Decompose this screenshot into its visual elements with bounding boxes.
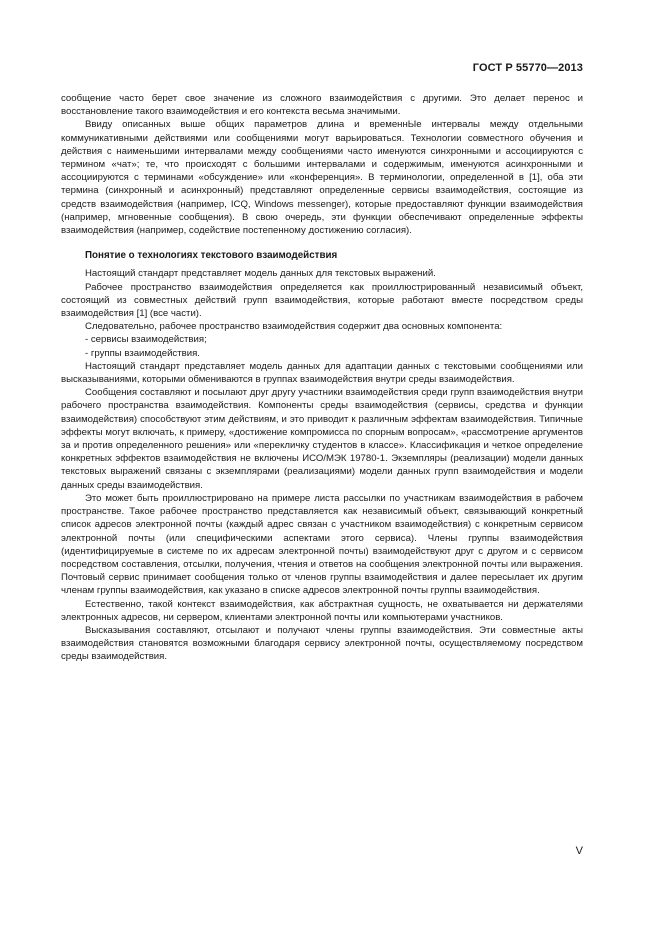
document-id-header: ГОСТ Р 55770—2013 — [472, 62, 583, 74]
paragraph: Высказывания составляют, отсылают и получают члены группы взаимодействия. Эти совместные акты взаимодействия становятся возможными благодаря сервису электронной почты, осуществляемому посредством среды взаимодействия. — [61, 624, 583, 663]
paragraph: Настоящий стандарт представляет модель данных для текстовых выражений. — [85, 268, 436, 280]
paragraph: Сообщения составляют и посылают друг другу участники взаимодействия среди групп взаимодействия внутри рабочего пространства взаимодействия. Компоненты среды взаимодействия (сервисы, средства и функции взаимодействия) способствуют этим действиям, и это приводит к различным эффектам взаимодействия. Типичные эффекты могут включать, к примеру, «достижение компромисса по спорным вопросам», «рассмотрение аргументов за и против определенного решения» или «перекличку студентов в классе». Классификация и четкое определение конкретных эффектов взаимодействия не включены ИСО/МЭК 19780-1. Экземпляры (реализации) модели данных текстовых выражений связаны с экземплярами (реализациями) модели данных групп взаимодействия и модели данных среды взаимодействия. — [61, 387, 583, 491]
paragraph: Ввиду описанных выше общих параметров длина и временнЫе интервалы между отдельными коммуникативными действиями или сообщениями могут варьироваться. Технологии совместного обучения и действия с наименьшими интервалами между сообщениями часто именуются синхронными и ассоциируются с термином «чат»; те, что происходят с большими интервалами и содержимым, именуются асинхронными и ассоциируются с терминами «обсуждение» или «конференция». В терминологии, определенной в [1], оба эти термина (синхронный и асинхронный) представляют определенные сервисы взаимодействия, состоящие из средств взаимодействия (например, ICQ, Windows messenger), которые предоставляют функции взаимодействия (например, мгновенные сообщения). В свою очередь, эти функции обеспечивают определенные эффекты взаимодействия (например, содействие постепенному достижению согласия). — [61, 119, 583, 237]
list-item: - сервисы взаимодействия; — [85, 334, 207, 346]
paragraph: Следовательно, рабочее пространство взаимодействия содержит два основных компонента: — [85, 321, 503, 333]
paragraph: Настоящий стандарт представляет модель данных для адаптации данных с текстовыми сообщениями или высказываниями, которыми обмениваются в группах взаимодействия внутри среды взаимодействия. — [61, 360, 583, 386]
section-heading: Понятие о технологиях текстового взаимодействия — [85, 250, 338, 262]
document-body — [61, 92, 583, 664]
paragraph: Рабочее пространство взаимодействия определяется как проиллюстрированный независимый объект, состоящий из совместных действий групп взаимодействия, которые работают вместе посредством среды взаимодействия [1] (все части). — [61, 281, 583, 320]
paragraph: Это может быть проиллюстрировано на примере листа рассылки по участникам взаимодействия в рабочем пространстве. Такое рабочее пространство представляется как независимый объект, связывающий конкретный список адресов электронной почты (каждый адрес связан с участником взаимодействия) с конкретным сервисом электронной почты (или специфическими аспектами этого сервиса). Члены группы взаимодействия (идентифицируемые в системе по их адресам электронной почты) взаимодействуют друг с другом и с сервисом посредством составления, отсылки, получения, чтения и ответов на сообщения электронной почты или выражения. Почтовый сервис принимает сообщения только от членов группы взаимодействия и далее пересылает их другим членам группы взаимодействия, как указано в списке адресов электронной почты группы взаимодействия. — [61, 492, 583, 597]
list-item: - группы взаимодействия. — [85, 347, 200, 359]
page-number: V — [575, 845, 583, 857]
paragraph-continuation: сообщение часто берет свое значение из сложного взаимодействия с другими. Это делает перенос и восстановление такого взаимодействия и его контекста весьма значимыми. — [61, 93, 583, 118]
paragraph: Естественно, такой контекст взаимодействия, как абстрактная сущность, не охватывается ни держателями электронных адресов, ни сервером, клиентами электронной почты или компьютерами участников. — [61, 598, 583, 623]
